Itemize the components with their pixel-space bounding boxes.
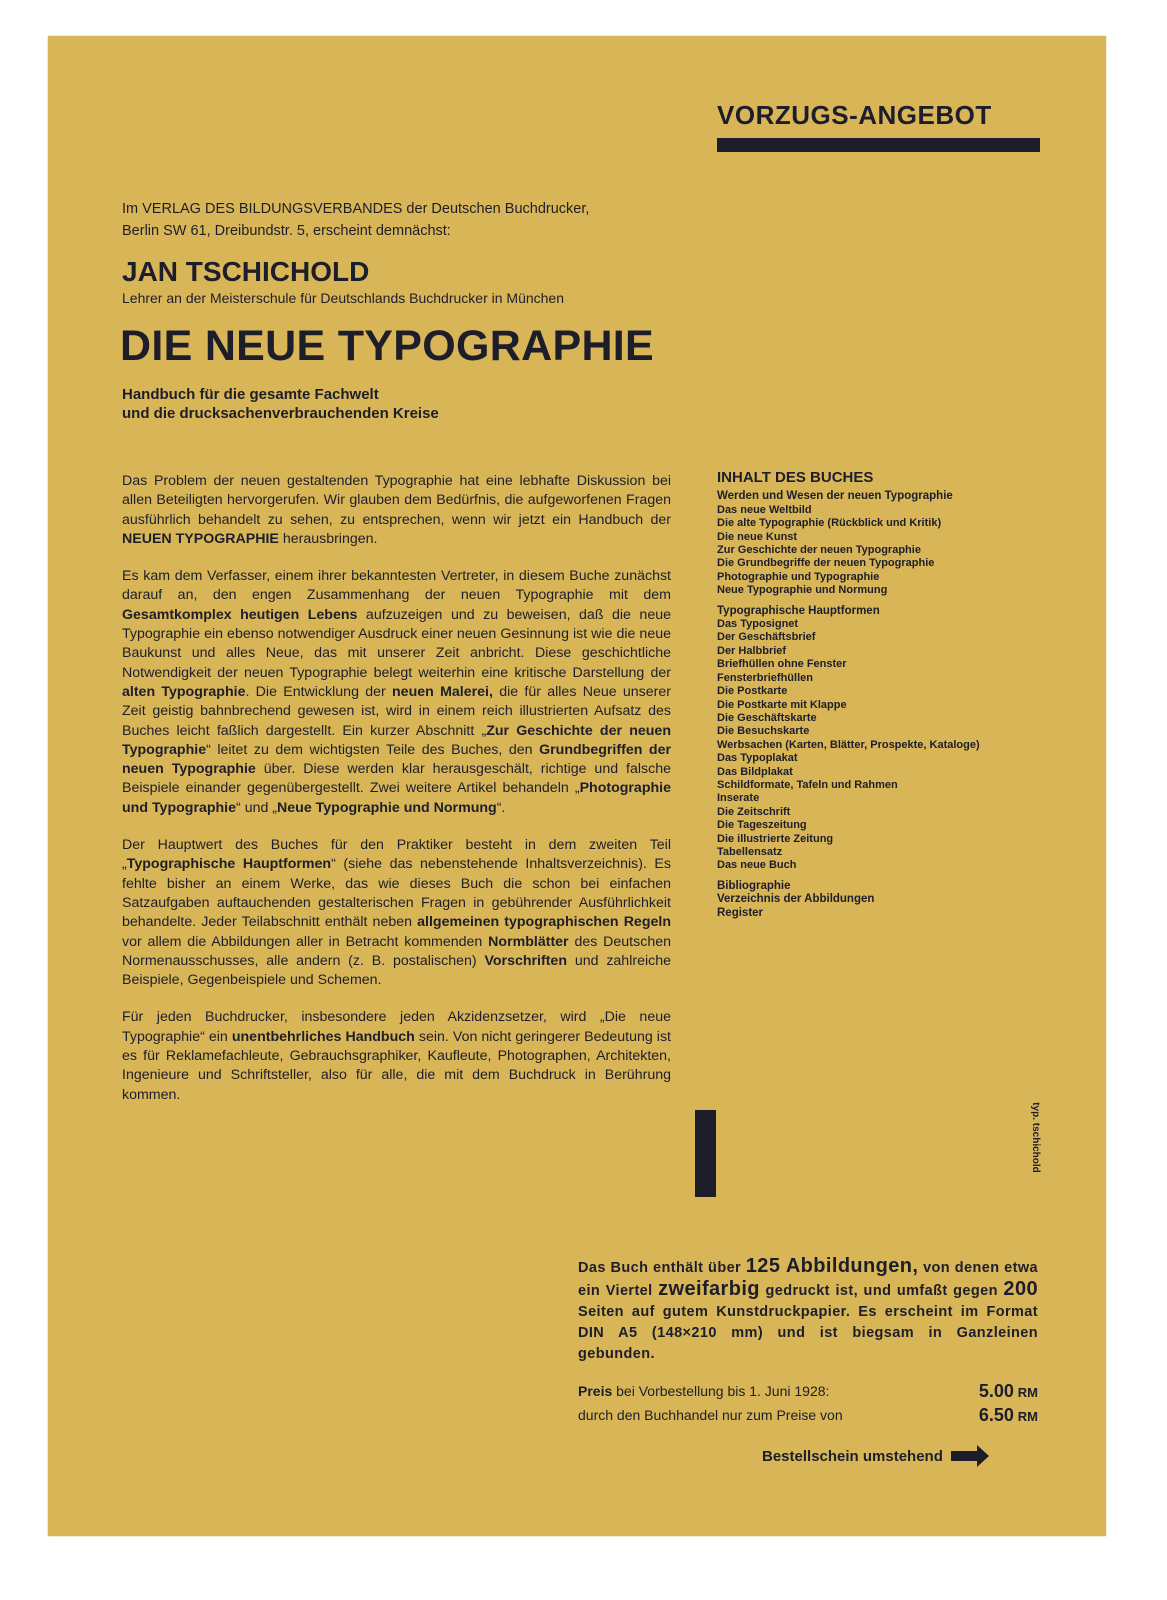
toc-item: Die Zeitschrift: [717, 805, 791, 818]
toc-item: Die Grundbegriffe der neuen Typographie: [717, 557, 935, 570]
price-block: [578, 1380, 1038, 1428]
toc-item: Inserate: [717, 792, 760, 805]
paragraph-text: die für alles Neue unserer Zeit geistig bahnbrechend gewesen ist, wird in einem reich illustrierten Aufsatz des Buches leicht faßlich dargestellt. Ein kurzer Abschnitt „: [122, 683, 671, 739]
toc-item: Photographie und Typographie: [717, 570, 880, 583]
paragraph-text: “ leitet zu dem wichtigsten Teile des Buches, den: [206, 741, 540, 758]
paragraph-text: und zahlreiche Beispiele, Gegenbeispiele und Schemen.: [122, 952, 671, 989]
offer-heading: VORZUGS-ANGEBOT: [717, 100, 992, 130]
paragraph-text: Für jeden Buchdrucker, insbesondere jeden Akzidenzsetzer, wird „Die neue Typographie“ ein: [122, 1009, 671, 1045]
paragraph-text: vor allem die Abbildungen aller in Betracht kommenden: [122, 933, 489, 950]
emphasis-text: allgemeinen typographischen Regeln: [417, 914, 671, 931]
toc-section-title: Werden und Wesen der neuen Typographie: [717, 490, 953, 503]
emphasis-text: Gesamtkomplex heutigen Lebens: [122, 606, 358, 623]
emphasis-text: Photographie und Typographie: [122, 780, 671, 816]
emphasis-text: Neue Typographie und Normung: [277, 799, 497, 816]
author-role: Lehrer an der Meisterschule für Deutschlands Buchdrucker in München: [122, 290, 565, 306]
emphasis-text: NEUEN TYPOGRAPHIE: [122, 530, 279, 547]
offer-underline-bar: [717, 138, 1040, 152]
toc-section: [717, 880, 1057, 893]
publisher-note: [122, 198, 589, 242]
paragraph-text: . Die Entwicklung der: [245, 683, 393, 700]
toc-section-title: Bibliographie: [717, 879, 791, 892]
body-paragraph: [122, 472, 671, 549]
toc-item: Briefhüllen ohne Fenster: [717, 658, 847, 671]
toc-section-title: Typographische Hauptformen: [717, 604, 880, 617]
toc-heading: INHALT DES BUCHES: [717, 469, 874, 486]
toc-item: Die Postkarte mit Klappe: [717, 698, 847, 711]
toc-item: Die Tageszeitung: [717, 819, 807, 832]
price-bookstore-amount: 6.50: [978, 1405, 1014, 1425]
toc-item: Tabellensatz: [717, 845, 783, 858]
price-preorder-text: bei Vorbestellung bis 1. Juni 1928:: [612, 1383, 830, 1399]
subtitle-line: und die drucksachenverbrauchenden Kreise: [122, 405, 439, 422]
emphasis-text: neuen Malerei,: [392, 683, 493, 700]
paragraph-text: Der Hauptwert des Buches für den Praktiker besteht in dem zweiten Teil „: [122, 837, 671, 873]
body-paragraph: [122, 836, 671, 990]
highlight-text: 200: [1003, 1278, 1038, 1300]
emphasis-text: alten Typographie: [122, 683, 246, 700]
currency: RM: [1017, 1385, 1038, 1400]
paragraph-text: sein. Von nicht geringerer Bedeutung ist es für Reklamefachleute, Gebrauchsgraphiker, Kaufleute, Photographen, Architekten, Ingenieure und Schriftsteller, also für alle, die mit dem Buchdruck in Berührung kommen.: [122, 1028, 671, 1103]
toc-item: Die neue Kunst: [717, 530, 798, 543]
paragraph-text: aufzuzeigen und zu beweisen, daß die neue Typographie ein ebenso notwendiger Ausdruck einer neuen Gesinnung ist wie die neue Baukunst und alles Neue, das mit unserer Zeit anbricht. Diese geschichtliche Notwendigkeit der neuen Typographie belegt weiterhin eine kritische Darstellung der: [122, 606, 671, 681]
body-paragraph: [122, 1008, 671, 1104]
emphasis-text: Normblätter: [488, 933, 569, 950]
toc-item: Schildformate, Tafeln und Rahmen: [717, 778, 898, 791]
facts-text: Das Buch enthält über: [578, 1260, 746, 1276]
toc-section: [717, 490, 1057, 597]
toc-section: [717, 605, 1057, 873]
order-form-note: [762, 1445, 991, 1467]
emphasis-text: Grundbegriffen der neuen Typographie: [122, 741, 671, 778]
book-subtitle: [122, 385, 439, 423]
paragraph-text: “ (siehe das nebenstehende Inhaltsverzeichnis). Es fehlte bisher an einem Werke, das wie dieses Buch die schon bei einfachen Satzaufgaben auftauchenden gestalterischen Fragen in gebührender Ausführlichkeit behandelte. Jeder Teilabschnitt enthält neben: [122, 856, 671, 931]
toc-section: [717, 907, 1057, 920]
arrow-right-icon: [951, 1445, 991, 1467]
paragraph-text: über. Diese werden klar herausgeschält, richtige und falsche Beispiele einander gegenübergestellt. Zwei weitere Artikel behandeln „: [122, 761, 671, 797]
toc-item: Die illustrierte Zeitung: [717, 832, 834, 845]
toc-item: Das Bildplakat: [717, 765, 793, 778]
paragraph-text: des Deutschen Normenausschusses, alle andern (z. B. postalischen): [122, 933, 671, 969]
price-bookstore-text: durch den Buchhandel nur zum Preise von: [578, 1407, 843, 1423]
currency: RM: [1017, 1409, 1038, 1424]
paragraph-text: Das Problem der neuen gestaltenden Typographie hat eine lebhafte Diskussion bei allen Beteiligten hervorgerufen. Wir glauben dem Bedürfnis, die aufgeworfenen Fragen ausführlich behandelt zu sehen, zu entsprechen, wenn wir jetzt ein Handbuch der: [122, 473, 671, 528]
toc-item: Zur Geschichte der neuen Typographie: [717, 544, 921, 557]
body-text: [122, 472, 671, 1123]
toc-item: Die alte Typographie (Rückblick und Kritik): [717, 517, 942, 530]
toc-item: Die Besuchskarte: [717, 725, 810, 738]
facts-text: gedruckt ist, und umfaßt gegen: [759, 1283, 1004, 1299]
body-paragraph: [122, 567, 671, 818]
table-of-contents: [717, 471, 1057, 927]
toc-item: Das neue Weltbild: [717, 503, 812, 516]
toc-item: Der Geschäftsbrief: [717, 631, 816, 644]
emphasis-text: Vorschriften: [484, 952, 567, 969]
toc-item: Die Postkarte: [717, 685, 788, 698]
toc-item: Der Halbbrief: [717, 644, 787, 657]
designer-credit: typ. tschichold: [1029, 1102, 1041, 1173]
price-row-bookstore: [578, 1404, 1038, 1428]
toc-item: Werbsachen (Karten, Blätter, Prospekte, Kataloge): [717, 738, 980, 751]
author-name: JAN TSCHICHOLD: [122, 256, 370, 287]
vertical-bar-ornament: [695, 1110, 716, 1197]
toc-section: [717, 893, 1057, 906]
paragraph-text: “.: [496, 799, 506, 816]
price-row-preorder: [578, 1380, 1038, 1404]
paragraph-text: herausbringen.: [278, 530, 378, 547]
facts-text: von denen etwa ein Viertel: [578, 1260, 1038, 1299]
highlight-text: zweifarbig: [658, 1278, 760, 1300]
toc-section-title: Register: [717, 906, 764, 919]
highlight-text: 125 Abbildungen,: [745, 1255, 919, 1277]
toc-item: Die Geschäftskarte: [717, 711, 817, 724]
emphasis-text: Zur Geschichte der neuen Typographie: [122, 722, 671, 758]
toc-item: Das neue Buch: [717, 859, 797, 872]
paragraph-text: Es kam dem Verfasser, einem ihrer bekanntesten Vertreter, in diesem Buche zunächst darauf an, den engen Zusammenhang der neuen Typographie mit dem: [122, 568, 671, 604]
subtitle-line: Handbuch für die gesamte Fachwelt: [122, 386, 379, 403]
paragraph-text: “ und „: [236, 799, 278, 816]
price-preorder-amount: 5.00: [978, 1381, 1014, 1401]
toc-section-title: Verzeichnis der Abbildungen: [717, 893, 875, 906]
emphasis-text: unentbehrliches Handbuch: [231, 1028, 415, 1045]
toc-item: Das Typosignet: [717, 618, 799, 631]
order-text: Bestellschein umstehend: [762, 1447, 943, 1465]
price-label: Preis: [578, 1383, 613, 1399]
toc-item: Fensterbriefhüllen: [717, 671, 813, 684]
toc-item: Das Typoplakat: [717, 752, 798, 765]
book-facts: [578, 1256, 1038, 1365]
publisher-line: Berlin SW 61, Dreibundstr. 5, erscheint demnächst:: [122, 223, 451, 239]
publisher-line: Im VERLAG DES BILDUNGSVERBANDES der Deutschen Buchdrucker,: [122, 201, 590, 217]
emphasis-text: Typographische Hauptformen: [126, 856, 332, 873]
book-title: DIE NEUE TYPOGRAPHIE: [120, 322, 655, 370]
toc-item: Neue Typographie und Normung: [717, 584, 888, 597]
facts-text: Seiten auf gutem Kunstdruckpapier. Es erscheint im Format DIN A5 (148×210 mm) und ist biegsam in Ganzleinen gebunden.: [578, 1304, 1038, 1362]
